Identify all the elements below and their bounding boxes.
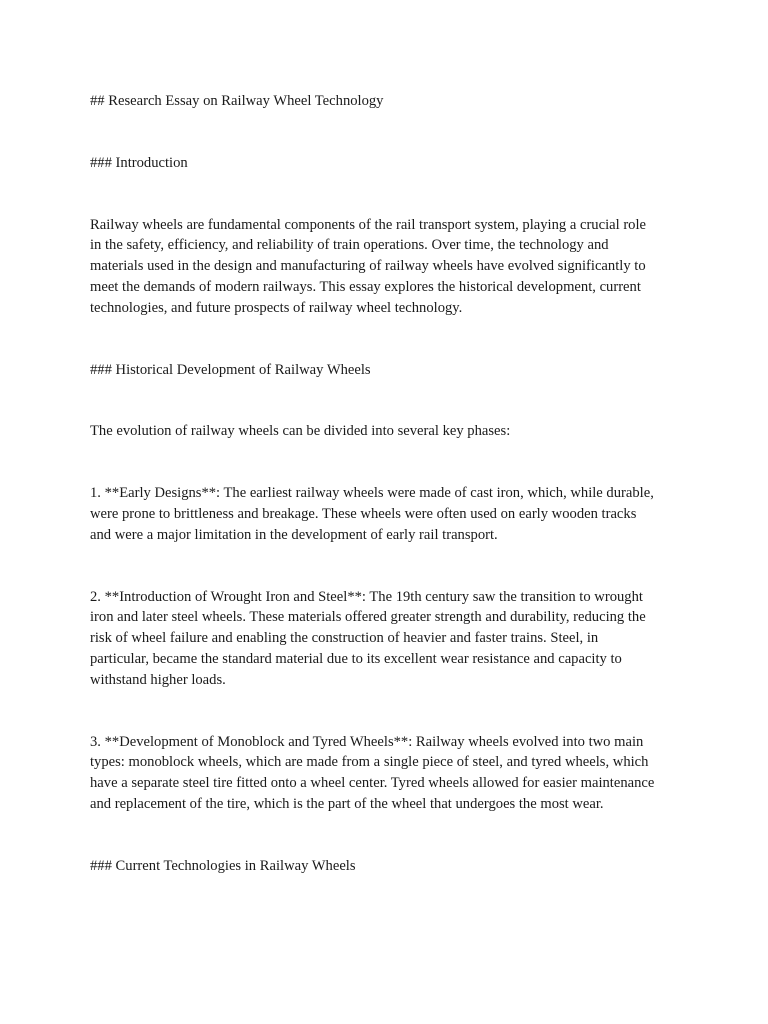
paragraph-line: iron and later steel wheels. These materials offered greater strength and durability, reducing the [90,609,646,626]
paragraph-line: and replacement of the tire, which is the part of the wheel that undergoes the most wear. [90,795,604,812]
paragraph-line: have a separate steel tire fitted onto a wheel center. Tyred wheels allowed for easier maintenance [90,775,655,792]
paragraph-line: particular, became the standard material due to its excellent wear resistance and capacity to [90,650,622,667]
introduction-paragraph [90,215,690,319]
list-item-early-designs [90,483,690,545]
paragraph-line: withstand higher loads. [90,671,226,688]
document-page [90,91,690,918]
paragraph-line: 3. **Development of Monoblock and Tyred Wheels**: Railway wheels evolved into two main [90,733,644,750]
document-title: ## Research Essay on Railway Wheel Technology [90,93,384,109]
paragraph-line: were prone to brittleness and breakage. These wheels were often used on early wooden tracks [90,505,637,522]
paragraph-line: 1. **Early Designs**: The earliest railway wheels were made of cast iron, which, while durable, [90,485,654,502]
list-item-monoblock-tyred [90,732,690,815]
paragraph-line: risk of wheel failure and enabling the construction of heavier and faster trains. Steel, in [90,630,599,647]
history-intro: The evolution of railway wheels can be divided into several key phases: [90,423,511,440]
paragraph-line: in the safety, efficiency, and reliability of train operations. Over time, the technology and [90,237,609,254]
paragraph-line: 2. **Introduction of Wrought Iron and Steel**: The 19th century saw the transition to wrought [90,588,643,605]
paragraph-line: materials used in the design and manufacturing of railway wheels have evolved significantly to [90,258,646,275]
paragraph-line: technologies, and future prospects of railway wheel technology. [90,299,463,316]
history-heading: ### Historical Development of Railway Wheels [90,361,371,378]
introduction-heading: ### Introduction [90,154,188,171]
current-technologies-heading: ### Current Technologies in Railway Wheels [90,857,356,874]
paragraph-line: types: monoblock wheels, which are made from a single piece of steel, and tyred wheels, which [90,754,649,771]
paragraph-line: and were a major limitation in the development of early rail transport. [90,526,498,543]
paragraph-line: Railway wheels are fundamental components of the rail transport system, playing a crucial role [90,216,647,233]
list-item-wrought-iron-steel [90,587,690,691]
paragraph-line: meet the demands of modern railways. This essay explores the historical development, current [90,278,641,295]
